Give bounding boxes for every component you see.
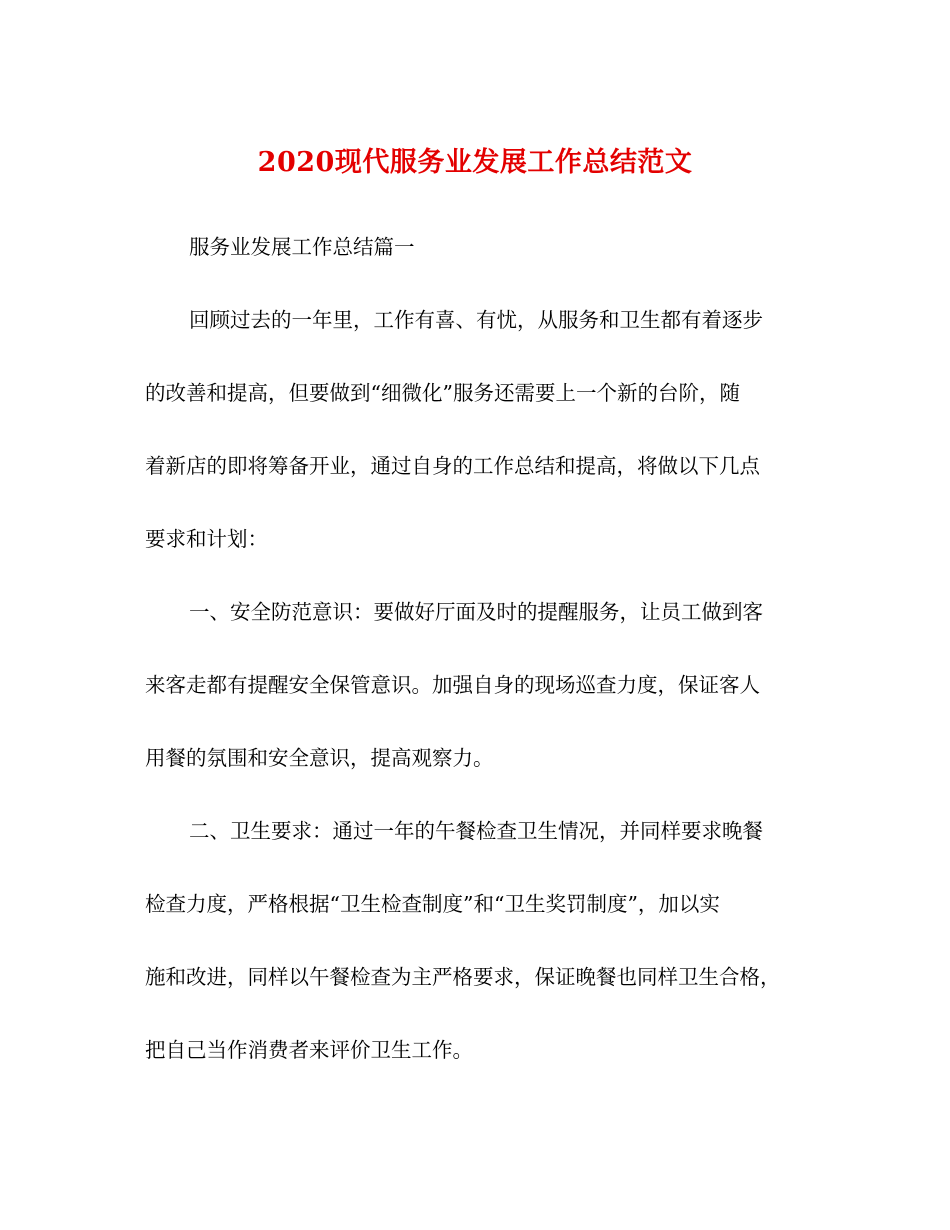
paragraph-line: 着新店的即将筹备开业，通过自身的工作总结和提高，将做以下几点	[145, 454, 760, 478]
paragraph-line: 二、卫生要求：通过一年的午餐检查卫生情况，并同样要求晚餐	[189, 819, 763, 843]
paragraph-line: 来客走都有提醒安全保管意识。加强自身的现场巡查力度，保证客人	[145, 673, 760, 697]
document-title: 2020现代服务业发展工作总结范文	[257, 147, 693, 178]
paragraph-line: 要求和计划：	[145, 527, 268, 551]
paragraph-line: 回顾过去的一年里，工作有喜、有忧，从服务和卫生都有着逐步	[189, 308, 763, 332]
paragraph-line: 用餐的氛围和安全意识，提高观察力。	[145, 746, 494, 770]
paragraph-line: 检查力度，严格根据“卫生检查制度”和“卫生奖罚制度”，加以实	[145, 892, 720, 916]
paragraph-line: 的改善和提高，但要做到“细微化”服务还需要上一个新的台阶，随	[145, 381, 740, 405]
paragraph-line: 一、安全防范意识：要做好厅面及时的提醒服务，让员工做到客	[189, 600, 763, 624]
paragraph-line: 把自己当作消费者来评价卫生工作。	[145, 1038, 473, 1062]
section-heading: 服务业发展工作总结篇一	[189, 235, 415, 259]
paragraph-line: 施和改进，同样以午餐检查为主严格要求，保证晚餐也同样卫生合格，	[145, 965, 781, 989]
